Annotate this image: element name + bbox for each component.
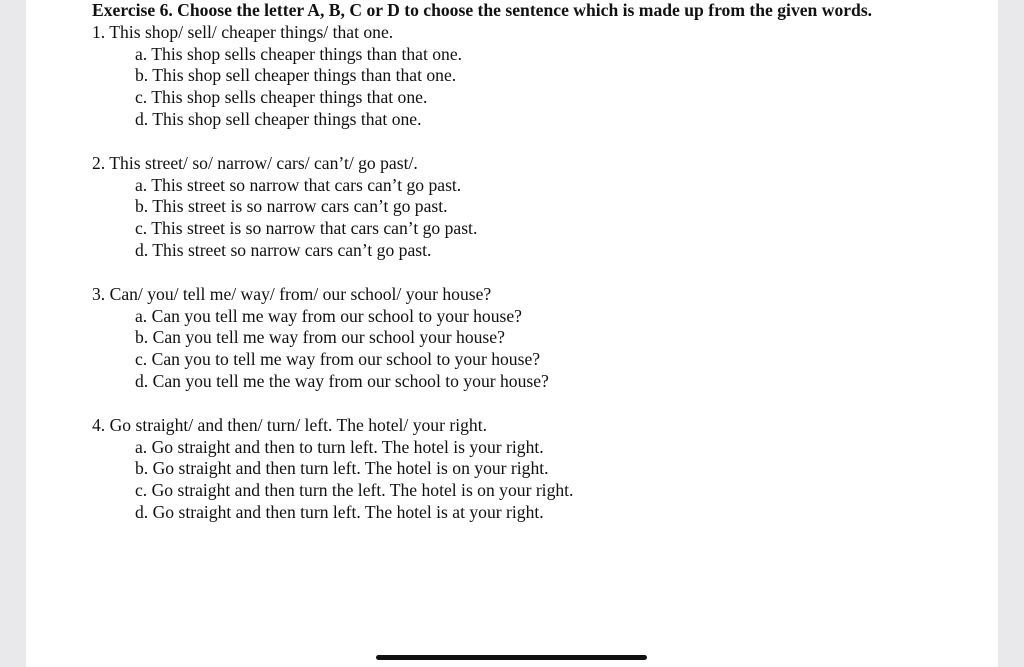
spacer xyxy=(92,393,972,415)
answer-options xyxy=(92,306,972,393)
answer-option-d: d. Can you tell me the way from our school to your house? xyxy=(135,370,549,391)
answer-option-c: c. This street is so narrow that cars can’t go past. xyxy=(135,218,478,239)
answer-options xyxy=(92,44,972,131)
home-indicator-bar[interactable] xyxy=(376,655,647,660)
answer-option-c: c. Can you to tell me way from our school to your house? xyxy=(135,349,541,370)
answer-option-a: a. Go straight and then to turn left. The hotel is your right. xyxy=(135,436,544,457)
question-prompt: 2. This street/ so/ narrow/ cars/ can’t/ go past/. xyxy=(92,152,418,173)
spacer xyxy=(92,131,972,153)
document-content xyxy=(92,0,972,524)
question-prompt: 1. This shop/ sell/ cheaper things/ that one. xyxy=(92,21,394,42)
question-1 xyxy=(92,22,972,131)
answer-option-d: d. This shop sell cheaper things that one. xyxy=(135,108,422,129)
answer-options xyxy=(92,175,972,262)
answer-option-a: a. This shop sells cheaper things than that one. xyxy=(135,43,463,64)
answer-option-d: d. Go straight and then turn left. The hotel is at your right. xyxy=(135,501,544,522)
answer-option-b: b. Go straight and then turn left. The hotel is on your right. xyxy=(135,458,549,479)
question-prompt: 4. Go straight/ and then/ turn/ left. The hotel/ your right. xyxy=(92,414,487,435)
question-prompt: 3. Can/ you/ tell me/ way/ from/ our school/ your house? xyxy=(92,283,492,304)
answer-option-b: b. This street is so narrow cars can’t go past. xyxy=(135,196,448,217)
answer-option-b: b. This shop sell cheaper things than that one. xyxy=(135,65,457,86)
question-3 xyxy=(92,284,972,393)
question-2 xyxy=(92,153,972,262)
answer-option-c: c. This shop sells cheaper things that one. xyxy=(135,87,428,108)
question-4 xyxy=(92,415,972,524)
exercise-title: Exercise 6. Choose the letter A, B, C or D to choose the sentence which is made up from the given words. xyxy=(92,0,873,20)
answer-option-a: a. Can you tell me way from our school to your house? xyxy=(135,305,522,326)
answer-option-d: d. This street so narrow cars can’t go past. xyxy=(135,239,432,260)
spacer xyxy=(92,262,972,284)
answer-option-a: a. This street so narrow that cars can’t go past. xyxy=(135,174,462,195)
answer-options xyxy=(92,437,972,524)
answer-option-c: c. Go straight and then turn the left. The hotel is on your right. xyxy=(135,480,574,501)
answer-option-b: b. Can you tell me way from our school your house? xyxy=(135,327,505,348)
document-page xyxy=(26,0,998,667)
